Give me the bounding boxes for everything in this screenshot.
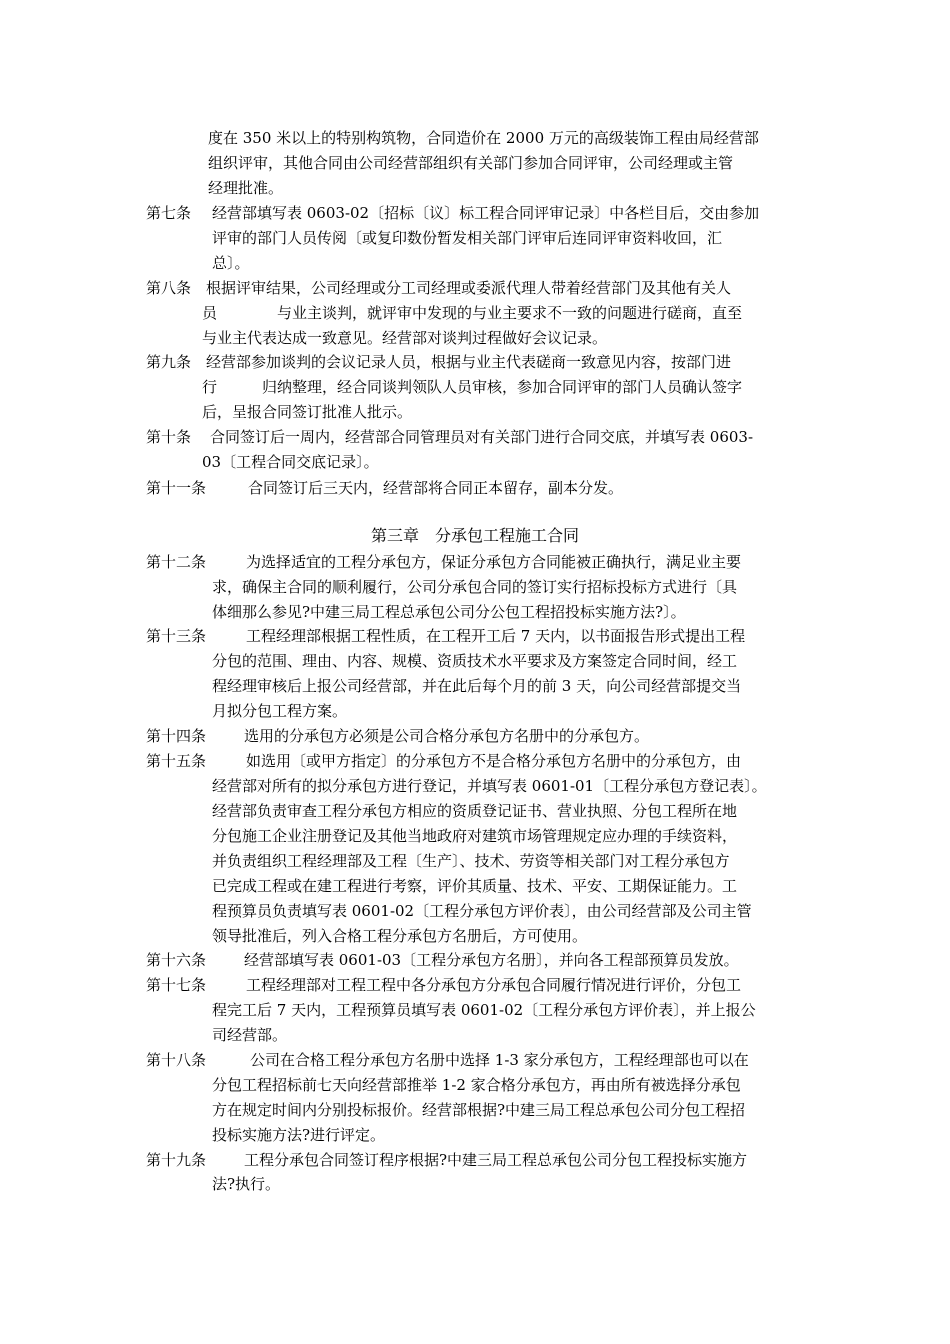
article-line: 程完工后 7 天内，工程预算员填写表 0601-02〔工程分承包方评价表〕，并上报公 [212,1001,756,1019]
article-line: 经营部参加谈判的会议记录人员，根据与业主代表磋商一致意见内容，按部门进 [206,353,732,371]
article-line: 并负责组织工程经理部及工程〔生产〕、技术、劳资等相关部门对工程分承包方 [212,852,730,870]
article-line: 体细那么参见?中建三局工程总承包公司分公包工程招投标实施方法?〕。 [212,603,686,621]
article-line: 经营部填写表 0603-02〔招标〔议〕标工程合同评审记录〕中各栏目后，交由参加 [212,204,760,222]
article-label: 第八条 [146,279,192,297]
article-line: 总〕。 [212,254,250,272]
article-line: 法?执行。 [212,1175,281,1193]
article-label: 第七条 [146,204,192,222]
article-line: 03〔工程合同交底记录〕。 [202,453,379,471]
article-line: 合同签订后一周内，经营部合同管理员对有关部门进行合同交底，并填写表 0603- [210,428,754,446]
article-line: 合同签订后三天内，经营部将合同正本留存，副本分发。 [248,479,624,497]
article-line: 公司在合格工程分承包方名册中选择 1-3 家分承包方，工程经理部也可以在 [250,1051,749,1069]
article-line: 选用的分承包方必须是公司合格分承包方名册中的分承包方。 [244,727,650,745]
article-line: 程预算员负责填写表 0601-02〔工程分承包方评价表〕，由公司经营部及公司主管 [212,902,752,920]
article-line: 已完成工程或在建工程进行考察，评价其质量、技术、平安、工期保证能力。工 [212,877,738,895]
article-label: 第十六条 [146,951,207,969]
article-line: 与业主代表达成一致意见。经营部对谈判过程做好会议记录。 [202,329,608,347]
intro-line: 组织评审，其他合同由公司经营部组织有关部门参加合同评审，公司经理或主管 [208,154,734,172]
article-line: 工程分承包合同签订程序根据?中建三局工程总承包公司分包工程投标实施方 [244,1151,748,1169]
article-line: 工程经理部对工程工程中各分承包方分承包合同履行情况进行评价，分包工 [246,976,742,994]
article-line: 经营部对所有的拟分承包方进行登记，并填写表 0601-01〔工程分承包方登记表〕。 [212,777,767,795]
article-line: 分包工程招标前七天向经营部推举 1-2 家合格分承包方，再由所有被选择分承包 [212,1076,741,1094]
article-line: 求，确保主合同的顺利履行，公司分承包合同的签订实行招标投标方式进行〔具 [212,578,738,596]
article-line: 行 归纳整理，经合同谈判领队人员审核，参加合同评审的部门人员确认签字 [202,378,743,396]
article-label: 第九条 [146,353,192,371]
article-line: 后，呈报合同签订批准人批示。 [202,403,413,421]
article-label: 第十五条 [146,752,207,770]
article-line: 分包施工企业注册登记及其他当地政府对建筑市场管理规定应办理的手续资料， [212,827,738,845]
article-line: 如选用〔或甲方指定〕的分承包方不是合格分承包方名册中的分承包方，由 [246,752,742,770]
article-line: 程经理审核后上报公司经营部，并在此后每个月的前 3 天，向公司经营部提交当 [212,677,742,695]
article-label: 第十三条 [146,627,207,645]
article-label: 第十一条 [146,479,207,497]
article-line: 员 与业主谈判，就评审中发现的与业主要求不一致的问题进行磋商，直至 [202,304,743,322]
article-line: 根据评审结果，公司经理或分工司经理或委派代理人带着经营部门及其他有关人 [206,279,732,297]
article-line: 为选择适宜的工程分承包方，保证分承包方合同能被正确执行，满足业主要 [246,553,742,571]
intro-line: 经理批准。 [208,179,284,197]
article-label: 第十八条 [146,1051,207,1069]
article-line: 经营部填写表 0601-03〔工程分承包方名册〕，并向各工程部预算员发放。 [244,951,739,969]
intro-line: 度在 350 米以上的特别构筑物，合同造价在 2000 万元的高级装饰工程由局经营部 [208,129,759,147]
article-line: 工程经理部根据工程性质，在工程开工后 7 天内，以书面报告形式提出工程 [246,627,746,645]
article-label: 第十九条 [146,1151,207,1169]
article-line: 经营部负责审查工程分承包方相应的资质登记证书、营业执照、分包工程所在地 [212,802,738,820]
article-label: 第十四条 [146,727,207,745]
article-line: 方在规定时间内分别投标报价。经营部根据?中建三局工程总承包公司分包工程招 [212,1101,746,1119]
chapter-title: 第三章 分承包工程施工合同 [370,526,579,545]
article-label: 第十七条 [146,976,207,994]
article-line: 领导批准后，列入合格工程分承包方名册后，方可使用。 [212,927,588,945]
article-line: 投标实施方法?进行评定。 [212,1126,386,1144]
article-label: 第十条 [146,428,192,446]
article-line: 月拟分包工程方案。 [212,702,348,720]
article-line: 司经营部。 [212,1026,288,1044]
article-label: 第十二条 [146,553,207,571]
article-line: 分包的范围、理由、内容、规模、资质技术水平要求及方案签定合同时间，经工 [212,652,738,670]
article-line: 评审的部门人员传阅〔或复印数份暂发相关部门评审后连同评审资料收回，汇 [212,229,723,247]
